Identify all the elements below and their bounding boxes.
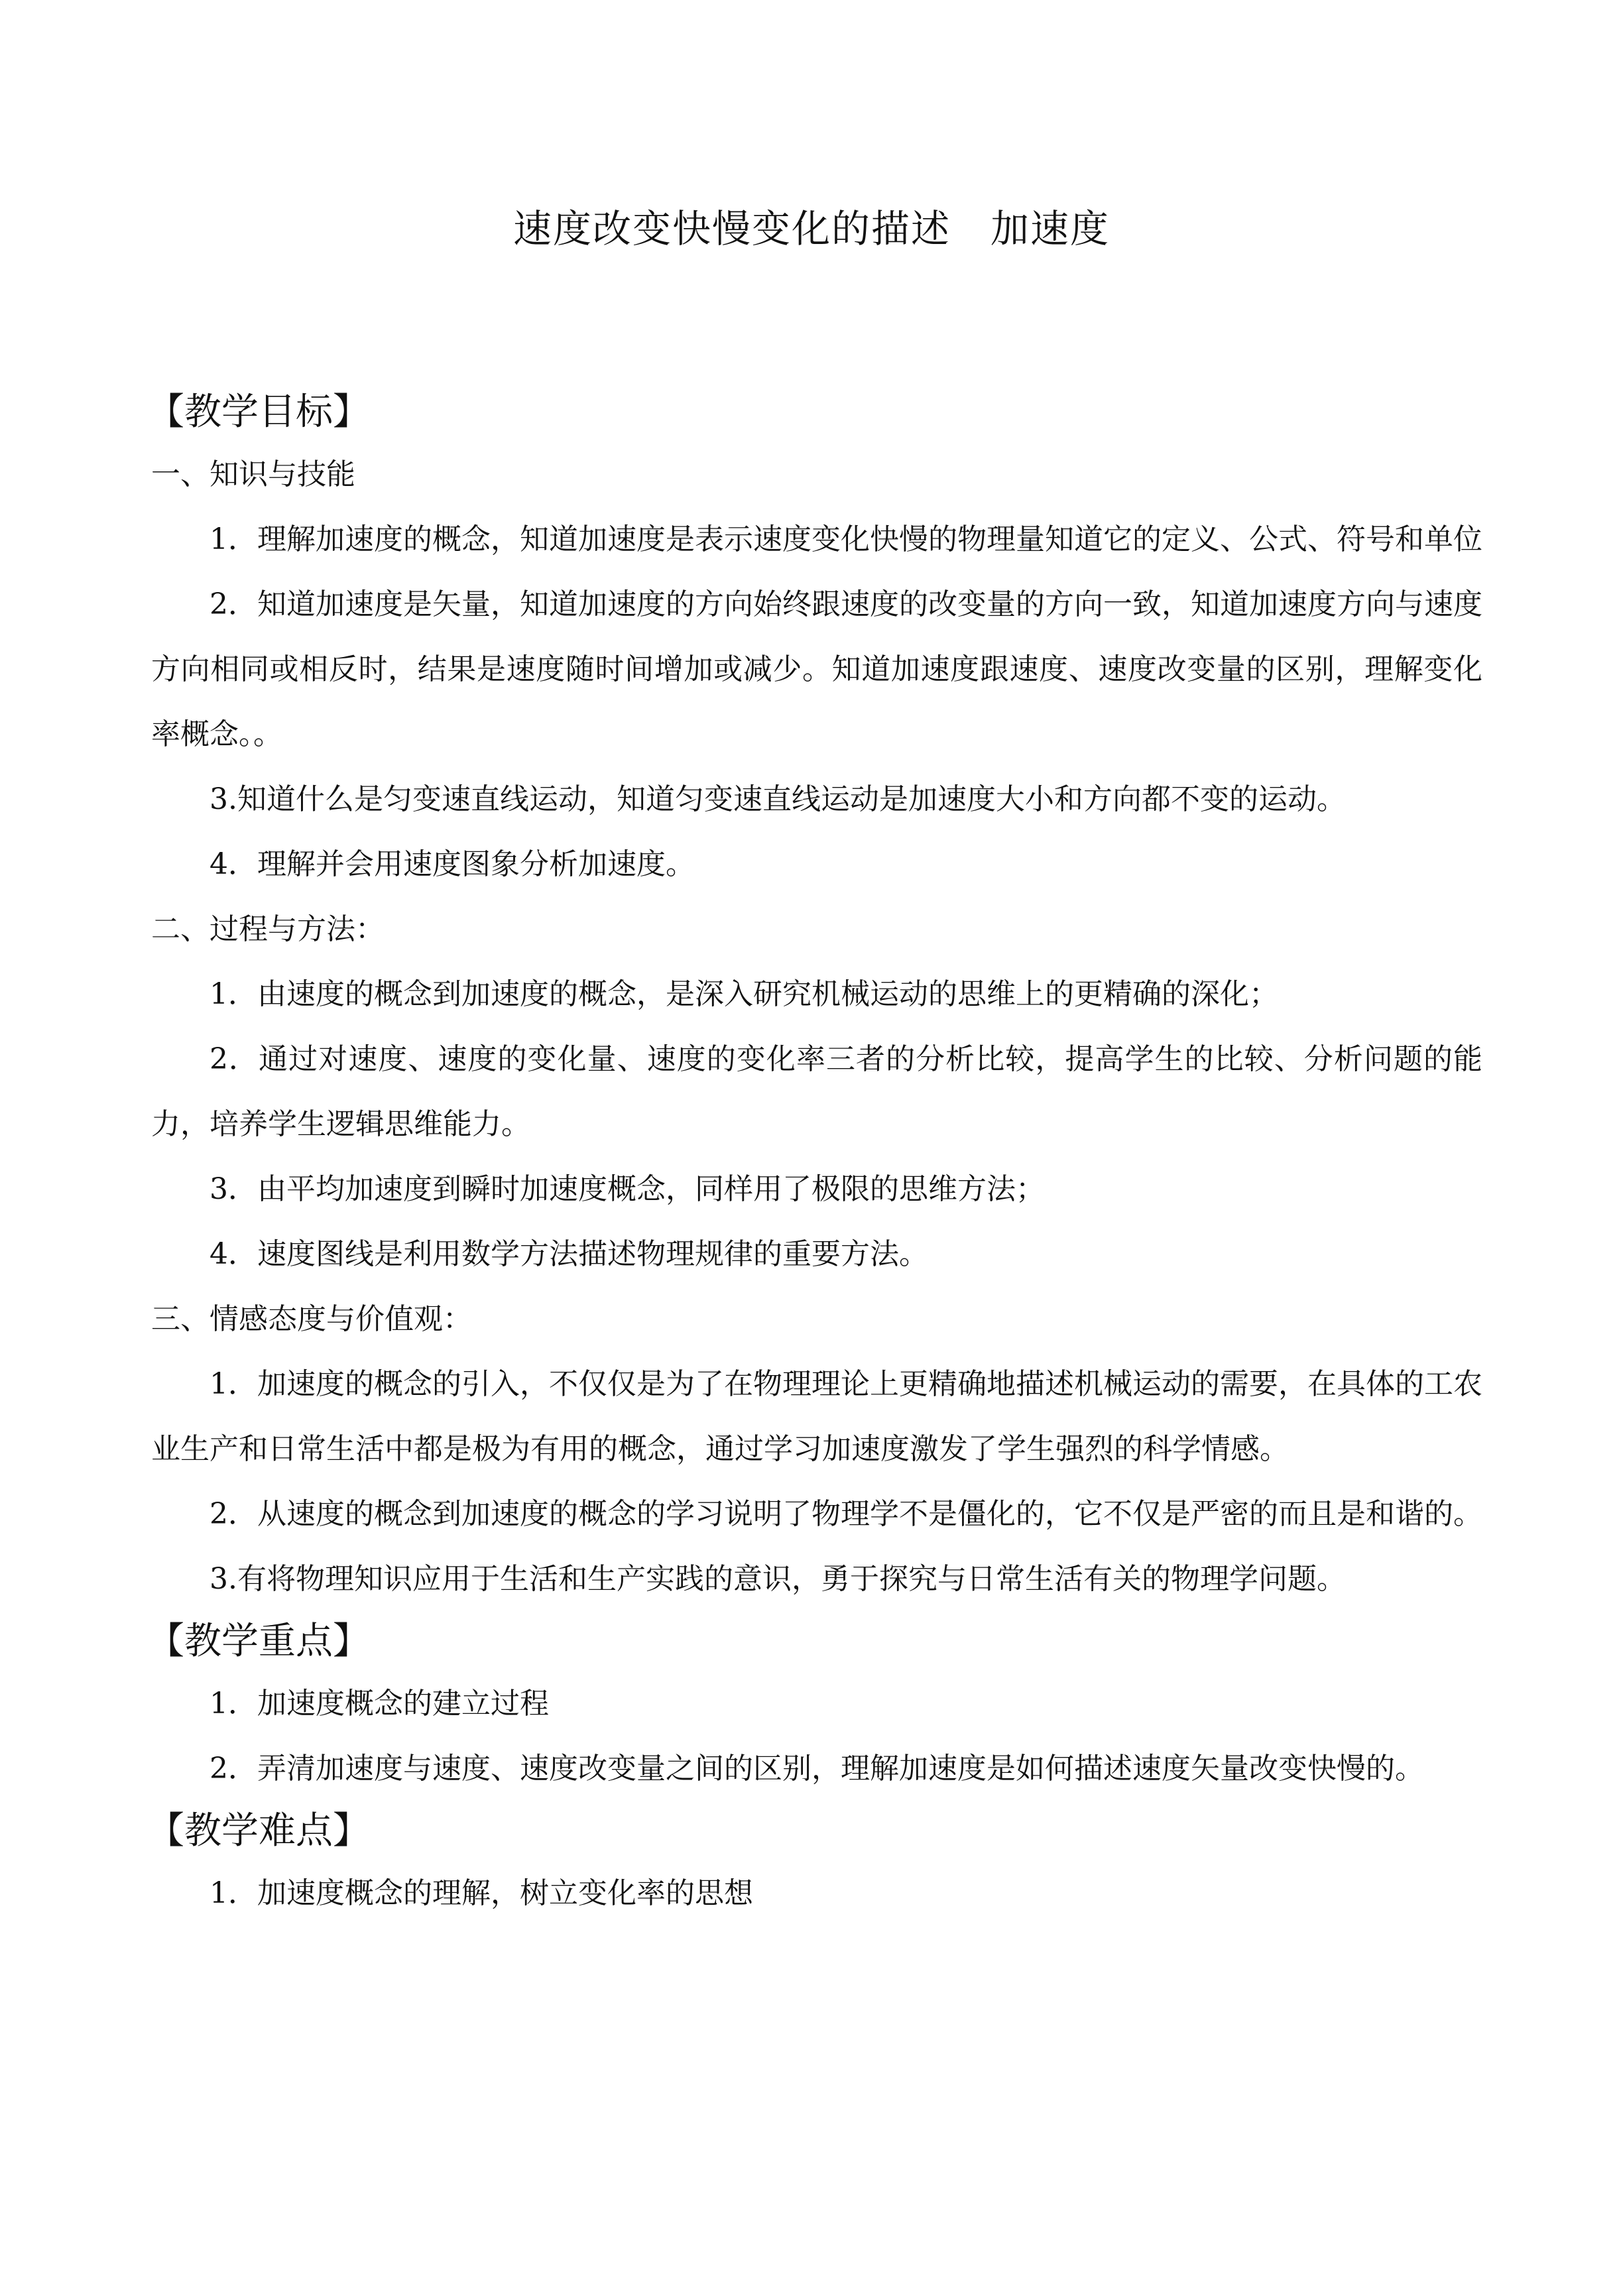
- paragraph: 3．由平均加速度到瞬时加速度概念，同样用了极限的思维方法；: [210, 1172, 1045, 1206]
- page-title: 速度改变快慢变化的描述 加速度: [512, 206, 1110, 251]
- paragraph: 2．知道加速度是矢量，知道加速度的方向始终跟速度的改变量的方向一致，知道加速度方向与速度方向相同或相反时，结果是速度随时间增加或减少。知道加速度跟速度、速度改变量的区别，理解变化率概念。。: [151, 587, 1482, 751]
- subheading-process-methods: 二、过程与方法：: [151, 912, 385, 946]
- paragraph: 1．由速度的概念到加速度的概念，是深入研究机械运动的思维上的更精确的深化；: [210, 977, 1278, 1011]
- paragraph: 2．从速度的概念到加速度的概念的学习说明了物理学不是僵化的，它不仅是严密的而且是和谐的。: [210, 1497, 1482, 1531]
- paragraph: 1．加速度概念的理解，树立变化率的思想: [210, 1876, 753, 1910]
- subheading-knowledge-skills: 一、知识与技能: [151, 457, 355, 491]
- subheading-emotion-values: 三、情感态度与价值观：: [151, 1302, 472, 1336]
- paragraph: 4．速度图线是利用数学方法描述物理规律的重要方法。: [210, 1237, 928, 1271]
- document-body: [147, 383, 1482, 1926]
- paragraph: 3.有将物理知识应用于生活和生产实践的意识，勇于探究与日常生活有关的物理学问题。: [210, 1562, 1346, 1596]
- paragraph: 2．弄清加速度与速度、速度改变量之间的区别，理解加速度是如何描述速度矢量改变快慢的。: [210, 1752, 1424, 1785]
- paragraph: 1．加速度概念的建立过程: [210, 1687, 549, 1721]
- section-heading-difficulties: 【教学难点】: [147, 1809, 370, 1852]
- paragraph: 1．理解加速度的概念，知道加速度是表示速度变化快慢的物理量知道它的定义、公式、符号和单位: [210, 522, 1482, 556]
- section-heading-key-points: 【教学重点】: [147, 1620, 370, 1663]
- paragraph: 1．加速度的概念的引入，不仅仅是为了在物理理论上更精确地描述机械运动的需要，在具体的工农业生产和日常生活中都是极为有用的概念，通过学习加速度激发了学生强烈的科学情感。: [151, 1367, 1482, 1466]
- paragraph: 3.知道什么是匀变速直线运动，知道匀变速直线运动是加速度大小和方向都不变的运动。: [210, 782, 1346, 816]
- paragraph: 4．理解并会用速度图象分析加速度。: [210, 847, 695, 881]
- section-heading-objectives: 【教学目标】: [147, 391, 370, 434]
- paragraph: 2．通过对速度、速度的变化量、速度的变化率三者的分析比较，提高学生的比较、分析问题的能力，培养学生逻辑思维能力。: [151, 1042, 1482, 1141]
